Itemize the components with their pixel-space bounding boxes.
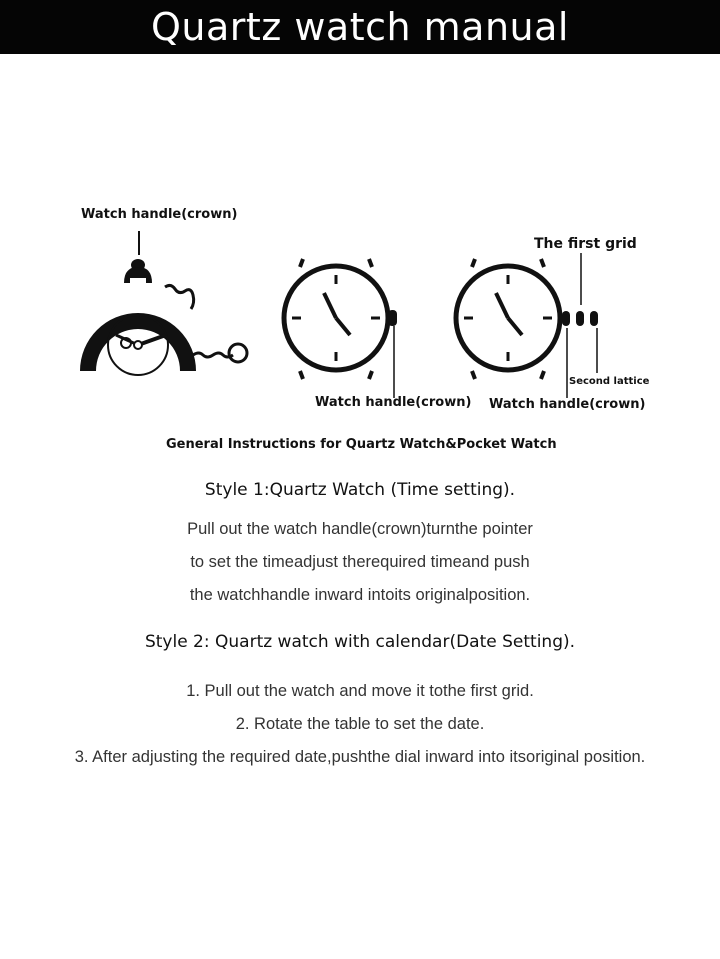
general-instructions-title: General Instructions for Quartz Watch&Pocket Watch xyxy=(166,437,557,452)
first-grid-label: The first grid xyxy=(534,236,637,252)
style2-step: 3. After adjusting the required date,pushthe dial inward into itsoriginal position. xyxy=(74,748,646,766)
watch-illustrations xyxy=(0,195,720,425)
second-lattice-label: Second lattice xyxy=(569,376,650,387)
page-title: Quartz watch manual xyxy=(151,5,569,49)
style1-line: the watchhandle inward intoits originalposition. xyxy=(189,586,531,604)
style2-step: 2. Rotate the table to set the date. xyxy=(235,715,485,733)
wrist-watch-crown-label: Watch handle(crown) xyxy=(315,395,472,410)
style1-line: to set the timeadjust therequired timeand push xyxy=(190,553,530,571)
watch-diagram xyxy=(0,195,720,425)
style2-heading: Style 2: Quartz watch with calendar(Date Setting). xyxy=(144,632,576,652)
calendar-watch-crown-label: Watch handle(crown) xyxy=(489,397,646,412)
style1-line: Pull out the watch handle(crown)turnthe pointer xyxy=(187,520,533,538)
wrist-watch-icon xyxy=(284,259,397,398)
style1-heading: Style 1:Quartz Watch (Time setting). xyxy=(204,480,516,500)
page-header xyxy=(0,0,720,54)
pocket-watch-crown-label: Watch handle(crown) xyxy=(81,207,238,222)
pocket-watch-icon xyxy=(80,231,247,375)
style2-step: 1. Pull out the watch and move it tothe first grid. xyxy=(186,682,534,700)
